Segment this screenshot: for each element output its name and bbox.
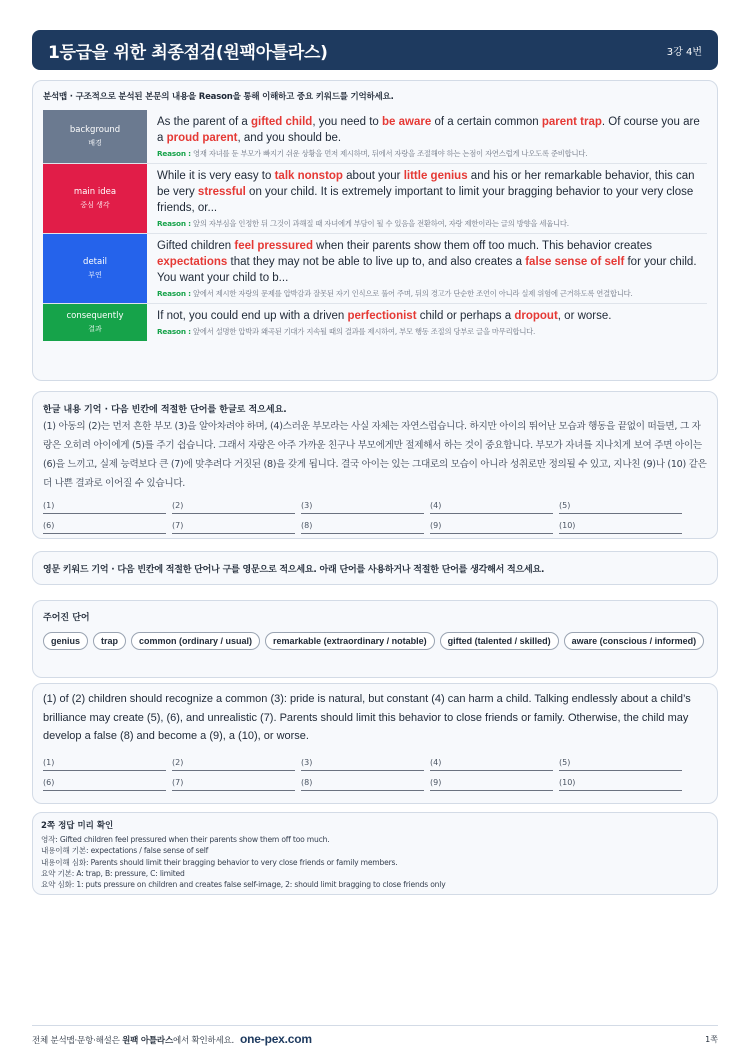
answer-blank[interactable]: (6)	[43, 520, 166, 534]
row-english-text	[157, 308, 707, 324]
answer-blank[interactable]: (1)	[43, 500, 166, 514]
given-words-heading: 주어진 단어	[43, 613, 90, 623]
lesson-number: 3강 4번	[666, 46, 702, 58]
row-english-text	[157, 168, 707, 216]
keyword-highlight: parent trap	[541, 116, 602, 128]
text-segment: on your child. It is extremely important to limit your bragging behavior to your very close friends, or...	[157, 186, 694, 214]
text-segment: for your child. You want your child to b...	[157, 256, 697, 284]
text-segment: As the parent of a	[157, 116, 251, 128]
answer-blank[interactable]: (10)	[559, 777, 682, 791]
row-reason	[157, 289, 707, 299]
text-segment: when their parents show them off too much. This behavior creates	[312, 240, 652, 252]
footer-divider	[32, 1025, 718, 1026]
answer-blank[interactable]: (10)	[559, 520, 682, 534]
reason-text: 앞에서 제시한 자랑의 문제를 압박감과 잘못된 자기 인식으로 풀어 주며, 뒤의 경고가 단순한 조언이 아니라 실제 위험에 근거하도록 연결합니다.	[193, 289, 633, 298]
analysis-row	[43, 164, 707, 234]
text-segment: of a certain common	[431, 116, 542, 128]
keyword-highlight: little genius	[403, 170, 468, 182]
text-segment: , or worse.	[557, 310, 612, 322]
footer-url[interactable]: one-pex.com	[240, 1032, 312, 1046]
keyword-highlight: false sense of self	[525, 256, 625, 268]
word-chip: genius	[43, 632, 88, 650]
reason-text: 앞에서 설명한 압박과 왜곡된 기대가 지속될 때의 결과를 제시하여, 부모 행동 조절의 당부로 글을 마무리합니다.	[193, 327, 536, 336]
row-tag-label-ko: 부연	[88, 271, 102, 279]
row-tag-label-ko: 배경	[88, 139, 102, 147]
english-recall-paragraph: (1) of (2) children should recognize a common (3): pride is natural, but constant (4) can harm a child. Talking endlessly about a child’s brilliance may create (5), (6), and unrealistic (7). Parents should limit this behavior to close friends or family. Otherwise, the child may develop a false (8) and become a (9), a (10), or worse.	[43, 693, 691, 742]
text-segment: that they may not be able to live up to, and also creates a	[227, 256, 526, 268]
text-segment: . Of course you are a	[157, 116, 700, 144]
english-recall-panel	[32, 683, 718, 804]
text-segment: about your	[342, 170, 404, 182]
answer-blank[interactable]: (8)	[301, 777, 424, 791]
row-tag	[43, 110, 147, 163]
keyword-highlight: perfectionist	[347, 310, 417, 322]
keyword-highlight: expectations	[157, 256, 228, 268]
row-reason	[157, 219, 707, 229]
row-reason	[157, 149, 707, 159]
analysis-row	[43, 234, 707, 304]
row-tag-label-ko: 결과	[88, 325, 102, 333]
row-tag	[43, 234, 147, 303]
answer-blank[interactable]: (6)	[43, 777, 166, 791]
answer-blank[interactable]: (4)	[430, 500, 553, 514]
korean-recall-paragraph: (1) 아동의 (2)는 먼저 흔한 부모 (3)을 알아차려야 하며, (4)스러운 부모라는 사실 자체는 자연스럽습니다. 하지만 아이의 뛰어난 모습과 행동을 끝없이 떠들면, 그 자랑은 오히려 아이에게 (5)를 주기 쉽습니다. 그래서 자랑은 아주 가까운 친구나 부모에게만 절제해서 하는 것이 중요합니다. 부모가 자녀를 지나치게 보여 주면 아이는 (6)을 느끼고, 실제 능력보다 큰 (7)에 맞추려다 거짓된 (8)을 갖게 됩니다. 결국 아이는 있는 그대로의 모습이 아니라 성취로만 정의될 수 있고, 지나친 (9)나 (10) 같은 더 나쁜 결과로 이어질 수 있습니다.	[43, 421, 707, 489]
english-blanks	[43, 757, 707, 791]
reason-label: Reason :	[157, 327, 191, 336]
analysis-instruction: 분석맵 · 구조적으로 분석된 본문의 내용을 Reason을 통해 이해하고 중요 키워드를 기억하세요.	[43, 92, 394, 102]
answer-blank[interactable]: (5)	[559, 500, 682, 514]
footer-text-bold: 원팩 아틀라스	[122, 1036, 173, 1046]
reason-text: 앞의 자부심을 인정한 뒤 그것이 과해질 때 자녀에게 부담이 될 수 있음을 전환하여, 자랑 제한이라는 글의 방향을 세웁니다.	[193, 219, 569, 228]
word-chip: aware (conscious / informed)	[564, 632, 705, 650]
answer-blank[interactable]: (4)	[430, 757, 553, 771]
analysis-row	[43, 304, 707, 341]
answer-blank[interactable]: (3)	[301, 757, 424, 771]
text-segment: , you need to	[312, 116, 383, 128]
word-chip: remarkable (extraordinary / notable)	[265, 632, 435, 650]
keyword-highlight: be aware	[382, 116, 432, 128]
reason-label: Reason :	[157, 289, 191, 298]
english-recall-heading: 영문 키워드 기억 · 다음 빈칸에 적절한 단어나 구를 영문으로 적으세요. 아래 단어를 사용하거나 적절한 단어를 생각해서 적으세요.	[43, 565, 545, 575]
answer-line: 내용이해 심화: Parents should limit their bragging behavior to very close friends or family members.	[41, 857, 398, 867]
word-chip: common (ordinary / usual)	[131, 632, 260, 650]
page-footer	[32, 1032, 718, 1046]
row-tag-label-ko: 중심 생각	[80, 201, 110, 209]
row-content	[147, 110, 707, 163]
korean-recall-heading: 한글 내용 기억 · 다음 빈칸에 적절한 단어를 한글로 적으세요.	[43, 405, 287, 415]
text-segment: While it is very easy to	[157, 170, 275, 182]
keyword-highlight: proud parent	[166, 132, 238, 144]
reason-text: 영재 자녀를 둔 부모가 빠지기 쉬운 상황을 먼저 제시하며, 뒤에서 자랑을 조절해야 하는 논점이 자연스럽게 나오도록 준비합니다.	[193, 149, 588, 158]
text-segment: Gifted children	[157, 240, 235, 252]
answer-blank[interactable]: (9)	[430, 520, 553, 534]
answer-preview-heading: 2쪽 정답 미리 확인	[41, 821, 114, 831]
word-chip: trap	[93, 632, 126, 650]
row-tag-label: background	[69, 125, 121, 135]
row-english-text	[157, 238, 707, 286]
keyword-highlight: gifted child	[250, 116, 313, 128]
analysis-rows	[43, 110, 707, 341]
given-words-panel	[32, 600, 718, 678]
answer-line: 요약 심화: 1: puts pressure on children and creates false self-image, 2: should limit bragging to close friends only	[41, 880, 446, 890]
word-chips	[43, 632, 707, 650]
row-tag-label: detail	[83, 257, 107, 267]
keyword-highlight: stressful	[197, 186, 246, 198]
analysis-row	[43, 110, 707, 164]
answer-line: 내용이해 기본: expectations / false sense of self	[41, 846, 209, 856]
keyword-highlight: dropout	[514, 310, 558, 322]
text-segment: If not, you could end up with a driven	[157, 310, 348, 322]
row-reason	[157, 327, 707, 337]
keyword-highlight: talk nonstop	[274, 170, 343, 182]
answer-line: 요약 기본: A: trap, B: pressure, C: limited	[41, 868, 185, 878]
answer-blank[interactable]: (5)	[559, 757, 682, 771]
footer-text-post: 에서 확인하세요.	[172, 1036, 235, 1046]
answer-blank[interactable]: (2)	[172, 757, 295, 771]
footer-text-pre: 전체 분석맵·문항·해설은	[32, 1036, 123, 1046]
answer-blank[interactable]: (7)	[172, 520, 295, 534]
answer-blank[interactable]: (8)	[301, 520, 424, 534]
answer-blank[interactable]: (7)	[172, 777, 295, 791]
korean-blanks	[43, 500, 707, 534]
row-tag-label: consequently	[66, 311, 124, 321]
page-header	[32, 30, 718, 70]
row-content	[147, 164, 707, 233]
word-chip: gifted (talented / skilled)	[440, 632, 559, 650]
analysis-map-panel	[32, 80, 718, 381]
footer-text	[32, 1032, 312, 1046]
row-content	[147, 234, 707, 303]
row-content	[147, 304, 707, 341]
answer-preview-panel	[32, 812, 718, 895]
korean-recall-panel	[32, 391, 718, 539]
answer-blank[interactable]: (1)	[43, 757, 166, 771]
answer-lines	[41, 834, 709, 890]
english-recall-instruction	[32, 551, 718, 585]
answer-blank[interactable]: (3)	[301, 500, 424, 514]
reason-label: Reason :	[157, 219, 191, 228]
page-number: 1쪽	[705, 1034, 718, 1044]
text-segment: , and you should be.	[237, 132, 342, 144]
reason-label: Reason :	[157, 149, 191, 158]
keyword-highlight: feel pressured	[234, 240, 313, 252]
row-tag	[43, 304, 147, 341]
row-tag-label: main idea	[73, 187, 117, 197]
text-segment: and his or her remarkable behavior, this can be very	[157, 170, 695, 198]
row-tag	[43, 164, 147, 233]
page-title: 1등급을 위한 최종점검(원팩아틀라스)	[48, 42, 328, 63]
row-english-text	[157, 114, 707, 146]
answer-blank[interactable]: (2)	[172, 500, 295, 514]
answer-blank[interactable]: (9)	[430, 777, 553, 791]
text-segment: child or perhaps a	[416, 310, 515, 322]
answer-line: 영작: Gifted children feel pressured when their parents show them off too much.	[41, 835, 330, 844]
